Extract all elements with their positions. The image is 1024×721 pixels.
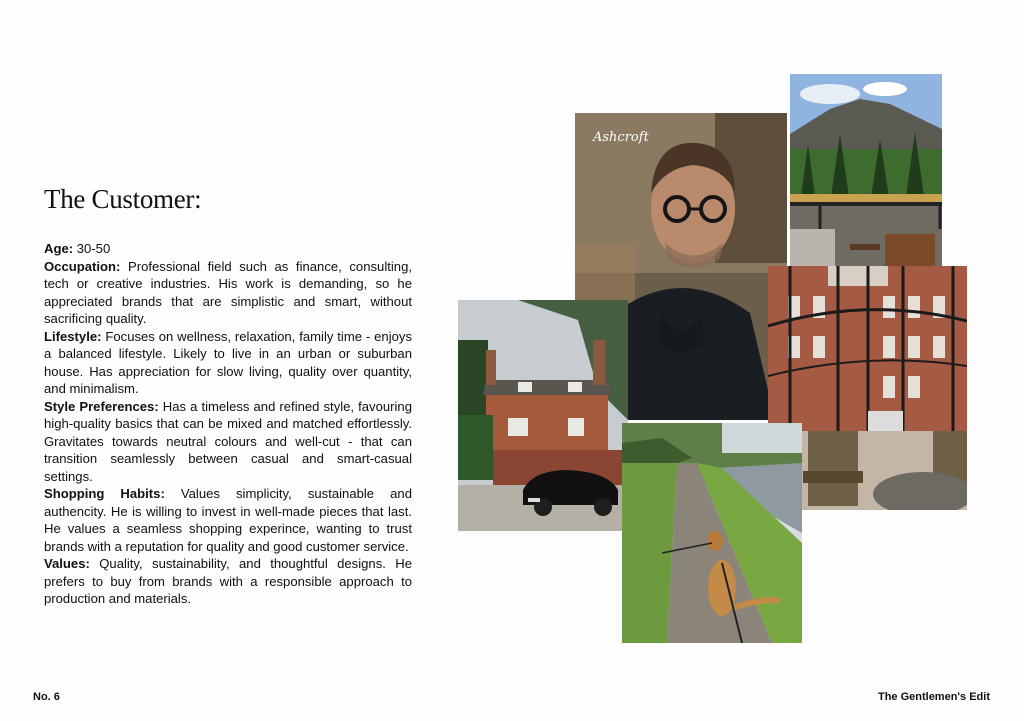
profile-style: [44, 398, 412, 486]
values-label: Values:: [44, 556, 90, 571]
page-title: The Customer:: [44, 184, 202, 214]
shopping-text: Values simplicity, sustainable and authencity. He is willing to invest in well-made pieces that last. He values a seamless shopping experince, wanting to trust brands with a reputation for quality and good customer service.: [44, 486, 412, 554]
portrait-signature: Ashcroft: [593, 130, 649, 145]
cottage-photo: [458, 300, 628, 531]
shopping-label: Shopping Habits:: [44, 486, 165, 501]
occupation-label: Occupation:: [44, 258, 121, 274]
age-label: Age:: [44, 241, 74, 256]
dog-walk-photo: [622, 423, 802, 643]
profile-occupation: [44, 258, 412, 328]
publication-name: The Gentlemen's Edit: [877, 691, 990, 703]
lifestyle-text: Focuses on wellness, relaxation, family time - enjoys a balanced lifestyle. Likely to live in an urban or suburban house. Has appreciation for slow living, quality over quantity, and minimalism.: [44, 328, 412, 396]
customer-profile: [44, 240, 412, 608]
style-text: Has a timeless and refined style, favouring high-quality basics that can be mixed and matched effortlessly. Gravitates towards neutral colours and well-cut - that can transition seamlessly between casual and smart-casual settings.: [44, 398, 412, 484]
values-text: Quality, sustainability, and thoughtful designs. He prefers to buy from brands with a responsible approach to production and materials.: [44, 556, 412, 606]
style-label: Style Preferences:: [44, 398, 159, 414]
profile-age: [44, 240, 412, 258]
occupation-text: Professional field such as finance, consulting, tech or creative industries. His work is demanding, so he appreciated brands that are simplistic and smart, without sacrificing quality.: [44, 258, 412, 326]
profile-lifestyle: [44, 328, 412, 398]
page-number: No. 6: [33, 691, 60, 703]
mountain-deck-photo: [790, 74, 942, 284]
profile-shopping: [44, 485, 412, 555]
lifestyle-label: Lifestyle:: [44, 328, 102, 344]
profile-values: [44, 555, 412, 608]
age-text: 30-50: [73, 241, 111, 256]
